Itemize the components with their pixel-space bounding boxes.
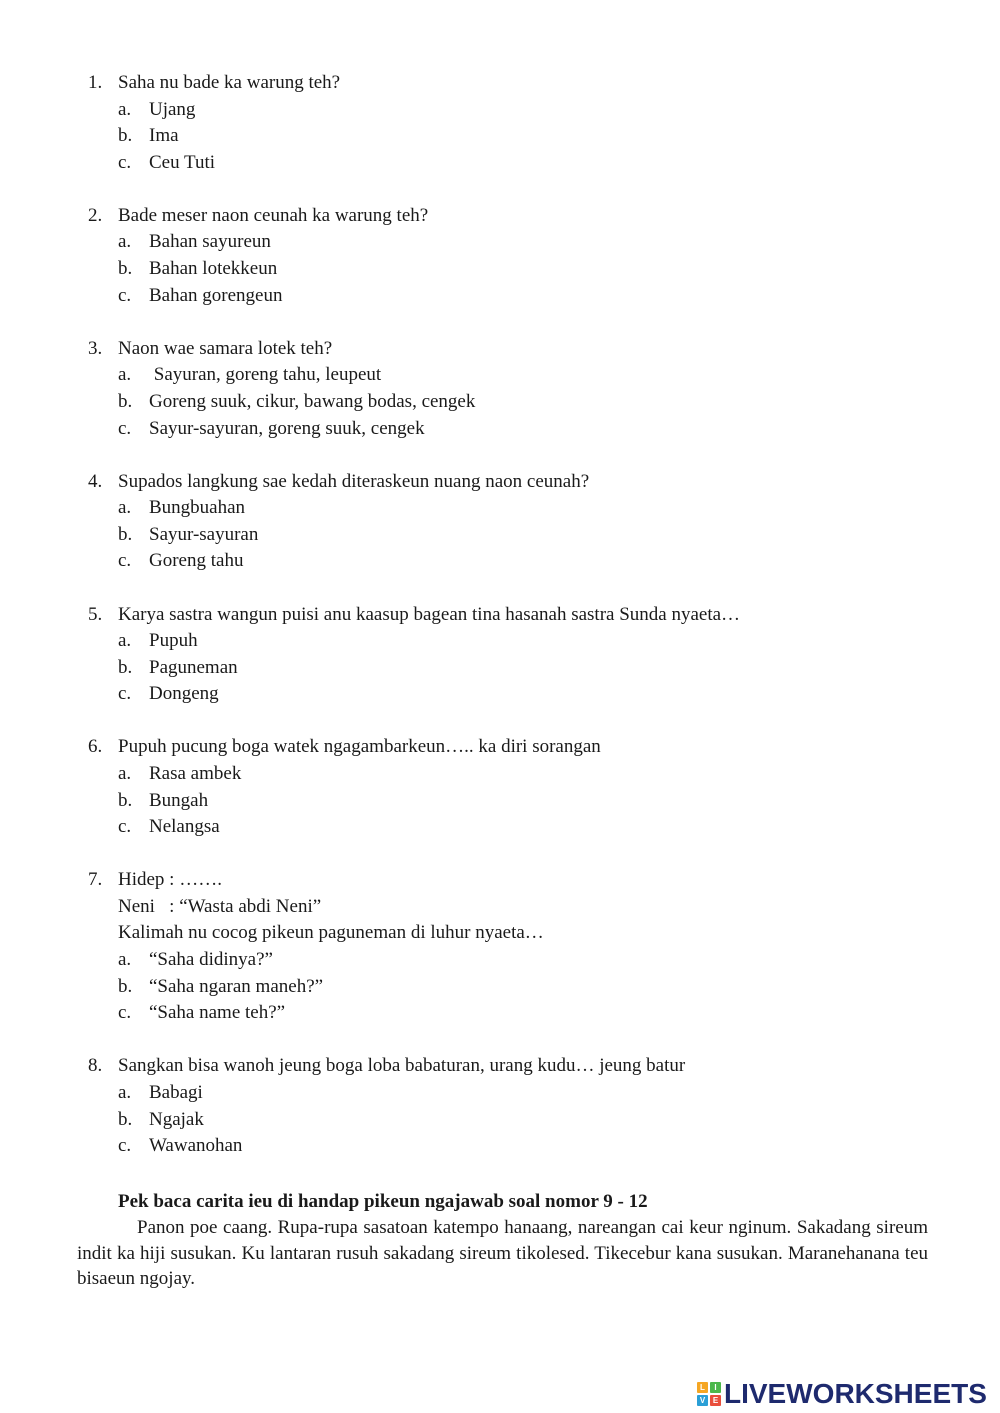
reading-title: Pek baca carita ieu di handap pikeun ngajawab soal nomor 9 - 12 xyxy=(118,1191,648,1212)
question-stem xyxy=(88,469,948,496)
answer-option[interactable] xyxy=(88,283,948,310)
question-number: 4. xyxy=(88,470,103,492)
question-5 xyxy=(88,602,948,708)
answer-option[interactable] xyxy=(88,814,948,841)
reading-section xyxy=(77,1189,928,1292)
question-number: 7. xyxy=(88,869,103,891)
question-number: 3. xyxy=(88,337,103,359)
question-extra-text: Kalimah nu cocog pikeun paguneman di luhur nyaeta… xyxy=(118,922,544,944)
question-list xyxy=(88,70,948,1186)
option-text: “Saha name teh?” xyxy=(149,1002,286,1024)
option-text: “Saha ngaran maneh?” xyxy=(149,975,324,997)
option-letter: b. xyxy=(118,125,133,147)
question-text: Naon wae samara lotek teh? xyxy=(118,337,333,359)
option-letter: a. xyxy=(118,762,132,784)
option-letter: a. xyxy=(118,497,132,519)
question-2 xyxy=(88,203,948,309)
question-7 xyxy=(88,867,948,1027)
option-letter: c. xyxy=(118,1135,132,1157)
option-text: “Saha didinya?” xyxy=(149,949,273,971)
option-letter: a. xyxy=(118,949,132,971)
option-text: Ngajak xyxy=(149,1108,204,1130)
option-text: Rasa ambek xyxy=(149,762,242,784)
question-extra-line xyxy=(88,920,948,947)
question-number: 6. xyxy=(88,736,103,758)
question-number: 2. xyxy=(88,204,103,226)
logo-tile-i: I xyxy=(710,1382,721,1393)
option-letter: b. xyxy=(118,390,133,412)
option-letter: a. xyxy=(118,364,132,386)
question-8 xyxy=(88,1053,948,1159)
answer-option[interactable] xyxy=(88,416,948,443)
question-text: Pupuh pucung boga watek ngagambarkeun….. ka diri sorangan xyxy=(118,736,601,758)
logo-tile-v: V xyxy=(697,1395,708,1406)
option-text: Sayur-sayuran xyxy=(149,523,259,545)
reading-paragraph: Panon poe caang. Rupa-rupa sasatoan katempo hanaang, nareangan cai keur nginum. Sakadang sireum indit ka hiji susukan. Ku lantaran rusuh sakadang sireum tikolesed. Tikecebur kana susukan. Maranehanana teu bisaeun ngojay. xyxy=(77,1217,928,1289)
option-letter: c. xyxy=(118,683,132,705)
logo-tile-e: E xyxy=(710,1395,721,1406)
answer-option[interactable] xyxy=(88,761,948,788)
option-text: Babagi xyxy=(149,1081,203,1103)
question-3 xyxy=(88,336,948,442)
option-letter: b. xyxy=(118,1108,133,1130)
answer-option[interactable] xyxy=(88,256,948,283)
option-letter: c. xyxy=(118,1002,132,1024)
option-text: Bungah xyxy=(149,789,209,811)
answer-option[interactable] xyxy=(88,788,948,815)
question-stem xyxy=(88,1053,948,1080)
question-text: Sangkan bisa wanoh jeung boga loba babaturan, urang kudu… jeung batur xyxy=(118,1055,686,1077)
option-letter: a. xyxy=(118,630,132,652)
option-text: Wawanohan xyxy=(149,1135,243,1157)
answer-option[interactable] xyxy=(88,1107,948,1134)
answer-option[interactable] xyxy=(88,548,948,575)
option-letter: a. xyxy=(118,98,132,120)
question-extra-text: Neni : “Wasta abdi Neni” xyxy=(118,895,322,917)
option-text: Nelangsa xyxy=(149,816,220,838)
option-text: Sayuran, goreng tahu, leupeut xyxy=(149,364,382,386)
question-stem xyxy=(88,867,948,894)
answer-option[interactable] xyxy=(88,362,948,389)
answer-option[interactable] xyxy=(88,522,948,549)
question-stem xyxy=(88,203,948,230)
question-stem xyxy=(88,336,948,363)
answer-option[interactable] xyxy=(88,655,948,682)
option-letter: b. xyxy=(118,656,133,678)
answer-option[interactable] xyxy=(88,974,948,1001)
liveworksheets-logo-icon xyxy=(697,1382,721,1406)
option-text: Pupuh xyxy=(149,630,198,652)
question-text: Karya sastra wangun puisi anu kaasup bagean tina hasanah sastra Sunda nyaeta… xyxy=(118,603,741,625)
option-text: Goreng tahu xyxy=(149,550,244,572)
option-text: Bahan lotekkeun xyxy=(149,258,278,280)
question-text: Saha nu bade ka warung teh? xyxy=(118,72,341,93)
logo-text: LIVEWORKSHEETS xyxy=(724,1378,987,1409)
question-number: 5. xyxy=(88,603,103,625)
answer-option[interactable] xyxy=(88,123,948,150)
option-letter: b. xyxy=(118,789,133,811)
option-text: Ima xyxy=(149,125,179,147)
answer-option[interactable] xyxy=(88,1080,948,1107)
question-stem xyxy=(88,602,948,629)
question-stem xyxy=(88,70,948,97)
option-text: Bahan gorengeun xyxy=(149,284,283,306)
answer-option[interactable] xyxy=(88,681,948,708)
question-text: Supados langkung sae kedah diteraskeun nuang naon ceunah? xyxy=(118,470,590,492)
option-letter: c. xyxy=(118,417,132,439)
question-number: 1. xyxy=(88,72,103,93)
option-text: Dongeng xyxy=(149,683,219,705)
option-text: Paguneman xyxy=(149,656,238,678)
question-4 xyxy=(88,469,948,575)
option-text: Sayur-sayuran, goreng suuk, cengek xyxy=(149,417,425,439)
option-letter: b. xyxy=(118,258,133,280)
question-extra-line xyxy=(88,894,948,921)
answer-option[interactable] xyxy=(88,947,948,974)
option-letter: c. xyxy=(118,284,132,306)
option-text: Ceu Tuti xyxy=(149,151,216,173)
logo-tile-l: L xyxy=(697,1382,708,1393)
answer-option[interactable] xyxy=(88,1133,948,1160)
answer-option[interactable] xyxy=(88,1000,948,1027)
question-text: Bade meser naon ceunah ka warung teh? xyxy=(118,204,429,226)
question-text: Hidep : ……. xyxy=(118,869,222,891)
question-1 xyxy=(88,70,948,176)
option-letter: c. xyxy=(118,816,132,838)
option-letter: a. xyxy=(118,1081,132,1103)
answer-option[interactable] xyxy=(88,150,948,177)
answer-option[interactable] xyxy=(88,97,948,124)
answer-option[interactable] xyxy=(88,389,948,416)
liveworksheets-logo[interactable] xyxy=(697,1380,987,1408)
question-stem xyxy=(88,734,948,761)
option-letter: c. xyxy=(118,550,132,572)
option-letter: b. xyxy=(118,975,133,997)
option-text: Ujang xyxy=(149,98,196,120)
option-letter: a. xyxy=(118,231,132,253)
question-6 xyxy=(88,734,948,840)
answer-option[interactable] xyxy=(88,495,948,522)
answer-option[interactable] xyxy=(88,229,948,256)
option-text: Goreng suuk, cikur, bawang bodas, cengek xyxy=(149,390,476,412)
question-number: 8. xyxy=(88,1055,103,1077)
option-letter: b. xyxy=(118,523,133,545)
option-text: Bungbuahan xyxy=(149,497,246,519)
answer-option[interactable] xyxy=(88,628,948,655)
option-letter: c. xyxy=(118,151,132,173)
option-text: Bahan sayureun xyxy=(149,231,271,253)
